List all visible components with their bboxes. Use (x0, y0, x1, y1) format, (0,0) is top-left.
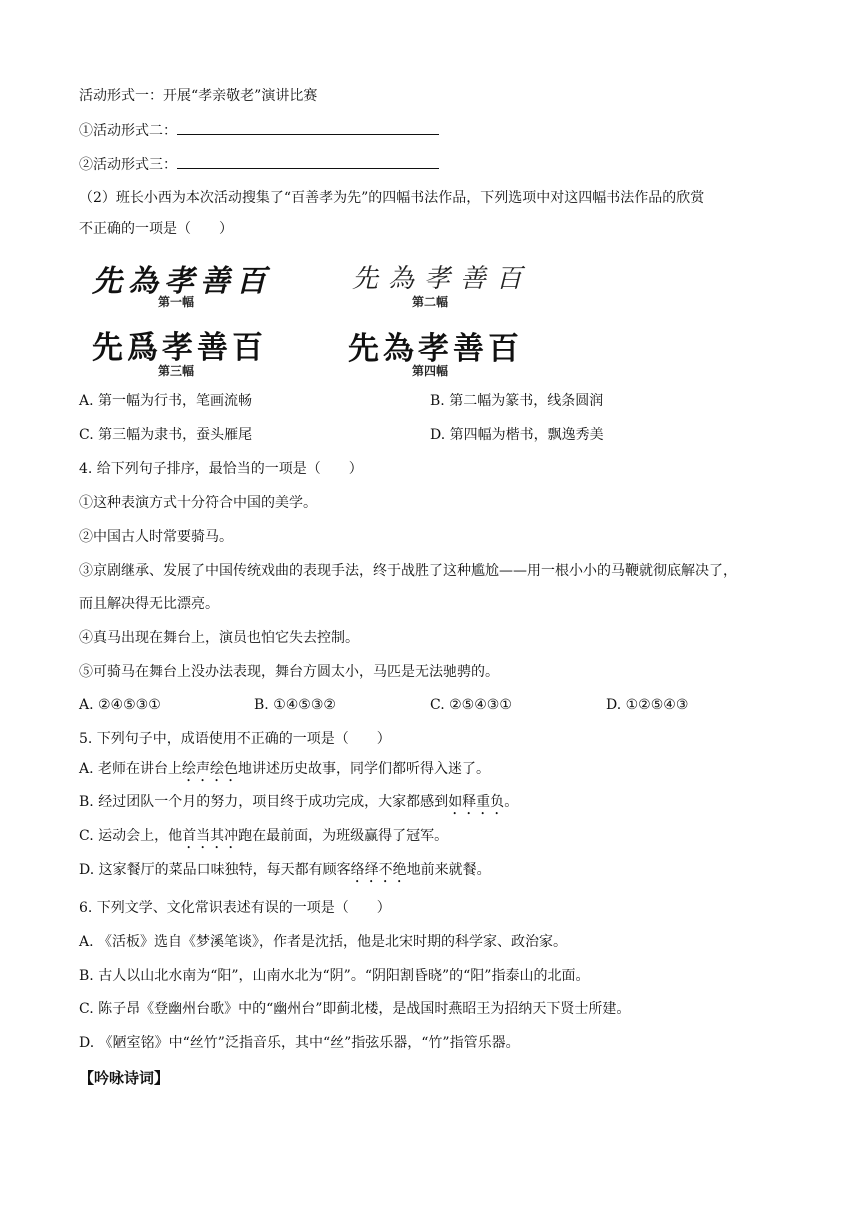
q3-2-option-c[interactable]: C. 第三幅为隶书，蚕头雁尾 (79, 427, 253, 443)
q5-option-a-idiom: 绘声绘色 (182, 761, 239, 777)
q4-stem: 4. 给下列句子排序，最恰当的一项是（ ） (79, 461, 363, 477)
q4-sentence-2: ②中国古人时常要骑马。 (79, 529, 233, 545)
q5-option-d-post: 地前来就餐。 (406, 862, 491, 878)
activity-form-1: 活动形式一：开展“孝亲敬老”演讲比赛 (79, 88, 318, 104)
q6-option-b[interactable]: B. 古人以山北水南为“阳”，山南水北为“阴”。“阴阳割昏晓”的“阳”指泰山的北面。 (79, 968, 590, 984)
q6-option-c[interactable]: C. 陈子昂《登幽州台歌》中的“幽州台”即蓟北楼，是战国时燕昭王为招纳天下贤士所建。 (79, 1001, 631, 1017)
q3-2-stem-line2: 不正确的一项是（ ） (79, 221, 233, 237)
q5-option-a-pre: A. 老师在讲台上 (79, 761, 183, 777)
q5-option-b[interactable] (79, 792, 518, 818)
q5-option-b-idiom: 如释重负 (448, 794, 505, 810)
calligraphy-work-4-caption: 第四幅 (411, 364, 448, 378)
q5-option-d[interactable] (79, 860, 491, 886)
q3-2-stem-line1: （2）班长小西为本次活动搜集了“百善孝为先”的四幅书法作品，下列选项中对这四幅书法作品的欣赏 (79, 190, 705, 206)
q5-option-c-post: 跑在最前面，为班级赢得了冠军。 (238, 828, 449, 844)
calligraphy-work-1-text: 先為孝善百 (92, 264, 272, 299)
q3-2-option-d[interactable]: D. 第四幅为楷书，飘逸秀美 (430, 427, 604, 443)
q5-option-d-idiom: 络绎不绝 (350, 862, 407, 878)
q4-sentence-3-line2: 而且解决得无比漂亮。 (79, 596, 219, 612)
q4-sentence-1: ①这种表演方式十分符合中国的美学。 (79, 495, 317, 511)
q3-2-option-a[interactable]: A. 第一幅为行书，笔画流畅 (79, 393, 253, 409)
q4-sentence-3-line1: ③京剧继承、发展了中国传统戏曲的表现手法，终于战胜了这种尴尬——用一根小小的马鞭就彻底解决了， (79, 563, 737, 579)
q5-option-b-post: 。 (504, 794, 519, 810)
q6-option-a[interactable]: A. 《活板》选自《梦溪笔谈》，作者是沈括，他是北宋时期的科学家、政治家。 (79, 934, 568, 950)
activity-form-3-blank (177, 154, 439, 169)
calligraphy-work-1-caption: 第一幅 (157, 295, 194, 309)
q3-2-option-b[interactable]: B. 第二幅为篆书，线条圆润 (430, 393, 604, 409)
calligraphy-work-2-text: 先為孝善百 (352, 264, 533, 294)
q5-option-c-pre: C. 运动会上，他 (79, 828, 183, 844)
activity-form-2-label: ①活动形式二： (79, 123, 177, 139)
calligraphy-work-4-text: 先為孝善百 (348, 331, 523, 367)
q5-option-a-post: 地讲述历史故事，同学们都听得入迷了。 (238, 761, 491, 777)
q5-option-b-pre: B. 经过团队一个月的努力，项目终于成功完成，大家都感到 (79, 794, 449, 810)
calligraphy-work-3-caption: 第三幅 (157, 364, 194, 378)
q4-sentence-4: ④真马出现在舞台上，演员也怕它失去控制。 (79, 630, 359, 646)
q5-option-a[interactable] (79, 759, 490, 785)
q5-option-d-pre: D. 这家餐厅的菜品口味独特，每天都有顾客 (79, 862, 351, 878)
calligraphy-work-2-caption: 第二幅 (411, 295, 448, 309)
q4-option-c[interactable]: C. ②⑤④③① (430, 697, 512, 713)
q4-option-a[interactable]: A. ②④⑤③① (79, 697, 161, 713)
q4-option-b[interactable]: B. ①④⑤③② (254, 697, 336, 713)
activity-form-3 (79, 154, 439, 175)
calligraphy-work-3-text: 先爲孝善百 (92, 330, 267, 366)
q6-option-d[interactable]: D. 《陋室铭》中“丝竹”泛指音乐，其中“丝”指弦乐器，“竹”指管乐器。 (79, 1035, 520, 1051)
q5-stem: 5. 下列句子中，成语使用不正确的一项是（ ） (79, 731, 391, 747)
q4-sentence-5: ⑤可骑马在舞台上没办法表现，舞台方圆太小，马匹是无法驰骋的。 (79, 664, 499, 680)
activity-form-3-label: ②活动形式三： (79, 157, 177, 173)
section-title: 【吟咏诗词】 (79, 1069, 170, 1087)
activity-form-2-blank (177, 120, 439, 135)
q5-option-c[interactable] (79, 826, 448, 852)
q5-option-c-idiom: 首当其冲 (182, 828, 239, 844)
q4-option-d[interactable]: D. ①②⑤④③ (606, 697, 689, 713)
q6-stem: 6. 下列文学、文化常识表述有误的一项是（ ） (79, 900, 391, 916)
activity-form-2 (79, 120, 439, 141)
